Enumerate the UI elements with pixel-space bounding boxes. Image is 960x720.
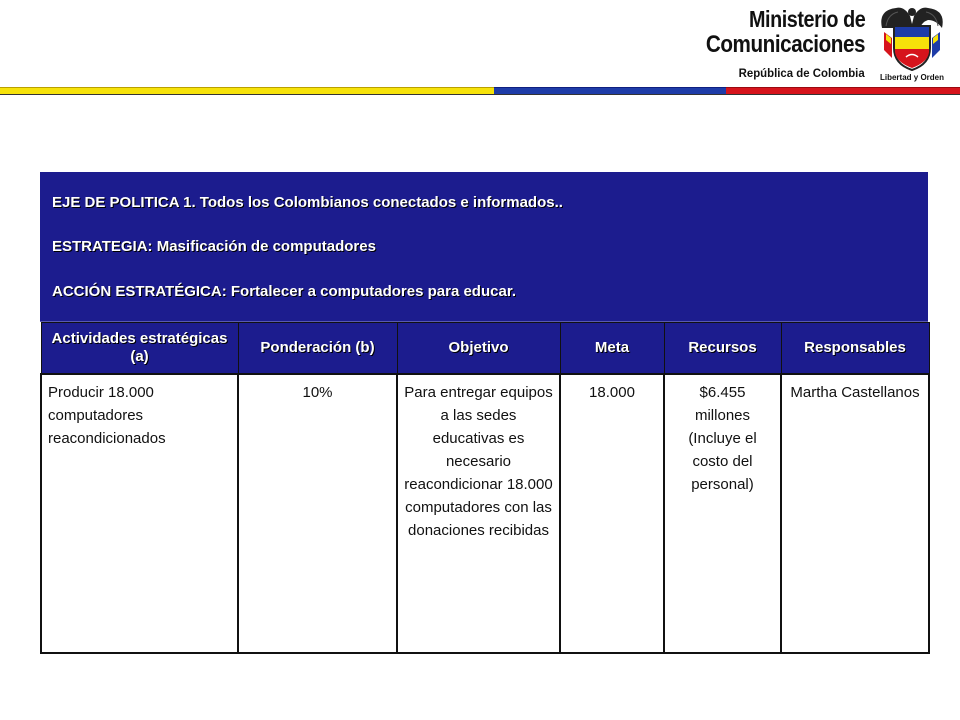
cell-responsables: Martha Castellanos [781,374,929,653]
header-underline [0,94,960,95]
header-objetivo: Objetivo [397,323,560,375]
table-row [41,374,929,653]
cell-meta: 18.000 [560,374,664,653]
header-meta: Meta [560,323,664,375]
flag-stripe-divider [0,87,960,95]
header-responsables: Responsables [781,323,929,375]
ministry-title-line1: Ministerio de [748,6,865,32]
cell-recursos: $6.455 millones (Incluye el costo del personal) [664,374,781,653]
activities-table [40,322,930,654]
header-recursos: Recursos [664,323,781,375]
cell-actividad: Producir 18.000 computadores reacondicionados [41,374,238,653]
eje-politica: EJE DE POLITICA 1. Todos los Colombianos conectados e informados.. [52,194,563,211]
table-header-row [41,323,929,375]
seal-caption: Libertad y Orden [879,73,944,82]
header-ponderacion: Ponderación (b) [238,323,397,375]
cell-objetivo: Para entregar equipos a las sedes educativas es necesario reacondicionar 18.000 computadores con las donaciones recibidas [397,374,560,653]
header-actividades: Actividades estratégicas (a) [41,323,238,375]
cell-ponderacion: 10% [238,374,397,653]
strategy-banner [40,172,928,322]
ministry-title-line2: Comunicaciones [705,31,865,58]
ministry-subtitle: República de Colombia [738,66,865,80]
estrategia: ESTRATEGIA: Masificación de computadores [52,238,376,255]
accion-estrategica: ACCIÓN ESTRATÉGICA: Fortalecer a computadores para educar. [52,283,516,300]
